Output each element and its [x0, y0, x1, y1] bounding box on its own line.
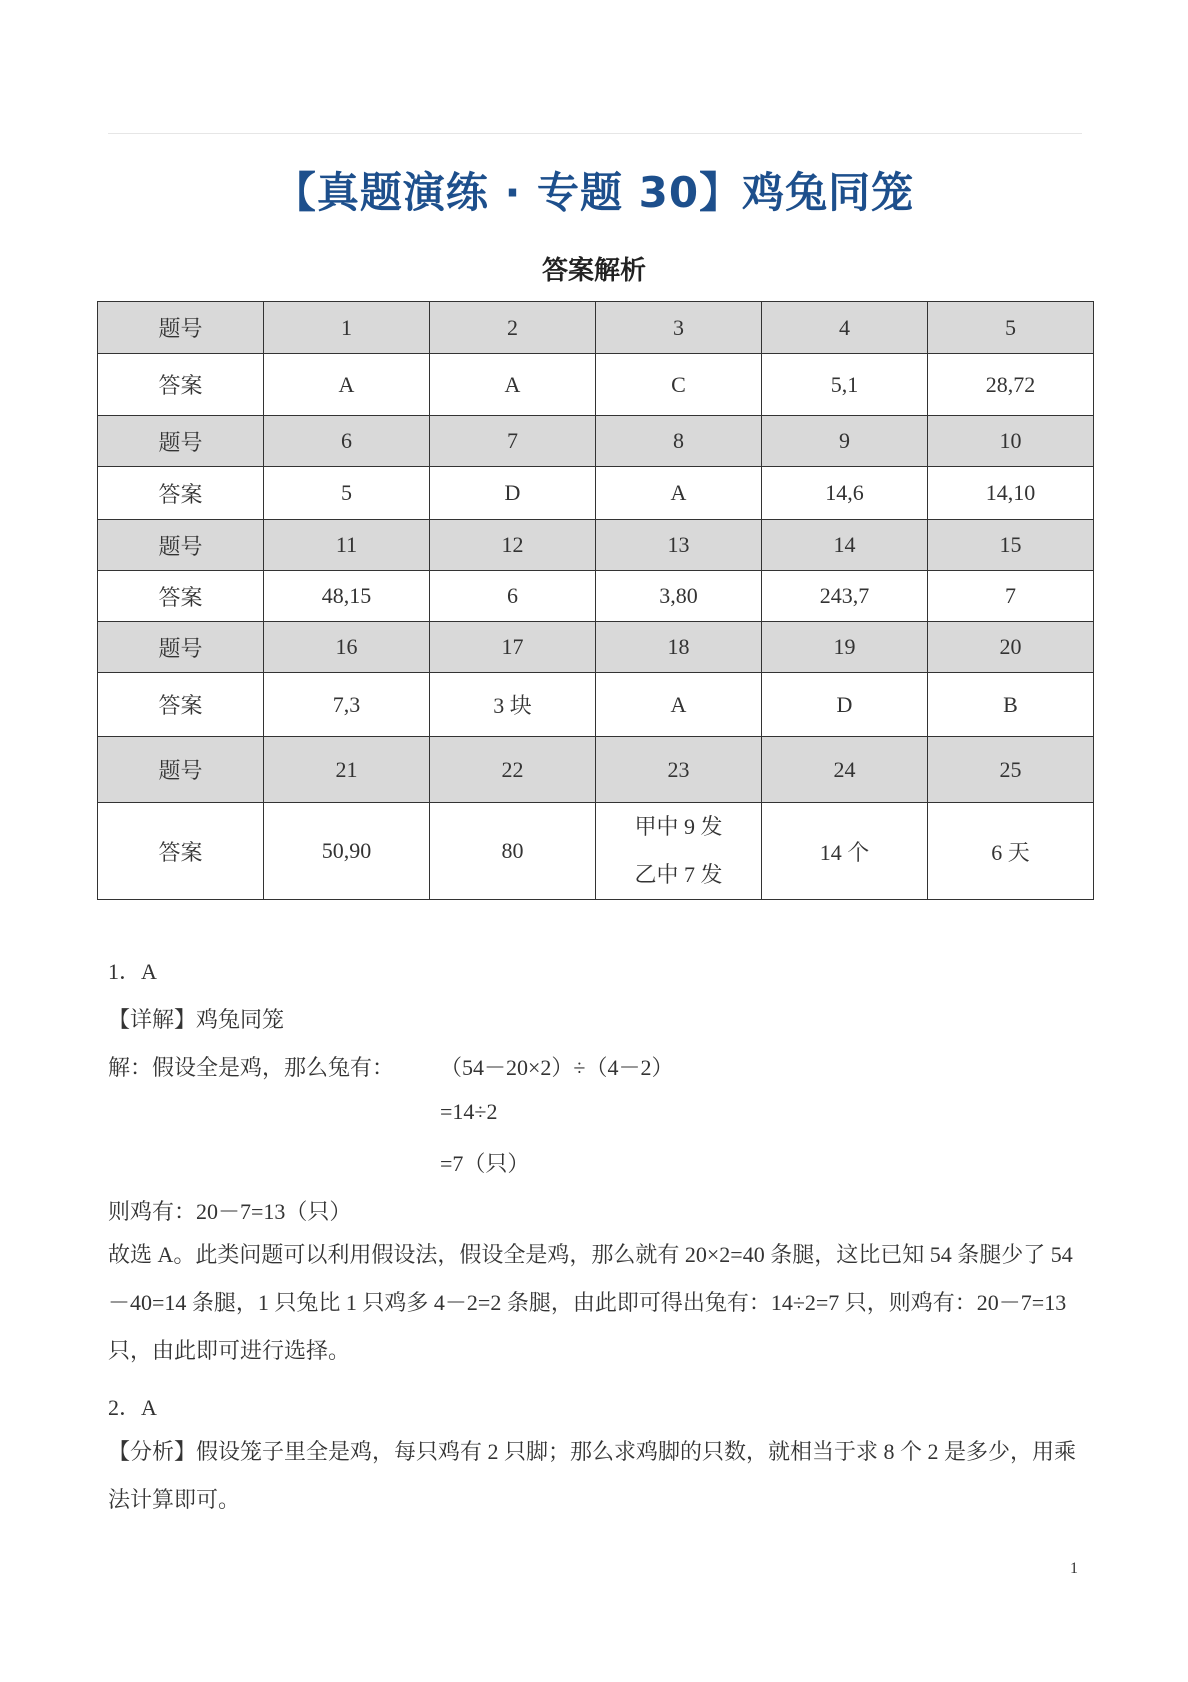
question-number: 2 [430, 302, 596, 354]
question-label: 题号 [98, 520, 264, 571]
question-number: 17 [430, 622, 596, 673]
question-row [98, 520, 1094, 571]
answer-cell: D [430, 467, 596, 520]
q2-heading: 2．A [108, 1395, 157, 1420]
answer-cell: 50,90 [264, 803, 430, 900]
question-number: 9 [762, 416, 928, 467]
answer-cell: 5 [264, 467, 430, 520]
answer-cell: 6 天 [928, 803, 1094, 900]
page-title: 【真题演练 · 专题 30】鸡兔同笼 [273, 168, 915, 217]
question-label: 题号 [98, 416, 264, 467]
question-number: 16 [264, 622, 430, 673]
answer-table [97, 301, 1094, 900]
answer-cell: A [596, 467, 762, 520]
answer-cell: 3 块 [430, 673, 596, 737]
answer-cell: D [762, 673, 928, 737]
answer-cell: 48,15 [264, 571, 430, 622]
answer-cell: B [928, 673, 1094, 737]
answer-cell: A [430, 354, 596, 416]
answer-cell: 28,72 [928, 354, 1094, 416]
answer-row [98, 354, 1094, 416]
q1-step1-expression: （54－20×2）÷（4－2） [440, 1055, 674, 1080]
q2-analysis: 【分析】假设笼子里全是鸡，每只鸡有 2 只脚；那么求鸡脚的只数，就相当于求 8 个 2 是多少，用乘法计算即可。 [108, 1439, 1077, 1512]
question-number: 7 [430, 416, 596, 467]
header-rule [108, 133, 1082, 134]
question-number: 23 [596, 737, 762, 803]
question-number: 21 [264, 737, 430, 803]
question-row [98, 302, 1094, 354]
question-number: 8 [596, 416, 762, 467]
q1-heading: 1．A [108, 959, 157, 984]
answer-cell: 243,7 [762, 571, 928, 622]
answer-label: 答案 [98, 673, 264, 737]
question-label: 题号 [98, 737, 264, 803]
answer-cell: 3,80 [596, 571, 762, 622]
page-number: 1 [1070, 1560, 1078, 1577]
answer-cell: A [596, 673, 762, 737]
answer-cell: 6 [430, 571, 596, 622]
question-number: 20 [928, 622, 1094, 673]
answer-cell: 14 个 [762, 803, 928, 900]
question-label: 题号 [98, 622, 264, 673]
answer-row [98, 571, 1094, 622]
answer-cell: 14,6 [762, 467, 928, 520]
q1-detail: 【详解】鸡兔同笼 [108, 1007, 285, 1032]
question-number: 13 [596, 520, 762, 571]
q1-step3: =7（只） [440, 1151, 530, 1176]
question-number: 24 [762, 737, 928, 803]
q1-step2: =14÷2 [440, 1099, 498, 1124]
question-number: 10 [928, 416, 1094, 467]
section-subtitle: 答案解析 [541, 256, 646, 286]
question-number: 3 [596, 302, 762, 354]
answer-label: 答案 [98, 467, 264, 520]
question-label: 题号 [98, 302, 264, 354]
question-row [98, 737, 1094, 803]
question-number: 25 [928, 737, 1094, 803]
question-number: 11 [264, 520, 430, 571]
question-number: 6 [264, 416, 430, 467]
answer-cell: 7 [928, 571, 1094, 622]
question-number: 14 [762, 520, 928, 571]
question-number: 4 [762, 302, 928, 354]
question-number: 18 [596, 622, 762, 673]
answer-row [98, 467, 1094, 520]
answer-row [98, 803, 1094, 900]
answer-cell: 7,3 [264, 673, 430, 737]
answer-23-line2: 乙中 7 发 [634, 862, 723, 887]
question-number: 22 [430, 737, 596, 803]
question-row [98, 416, 1094, 467]
answer-cell: C [596, 354, 762, 416]
question-number: 5 [928, 302, 1094, 354]
q1-explanation: 故选 A。此类问题可以利用假设法，假设全是鸡，那么就有 20×2=40 条腿，这比已知 54 条腿少了 54－40=14 条腿，1 只兔比 1 只鸡多 4－2=2 条腿，由此即可得出兔有：14÷2=7 只，则鸡有：20－7=13 只，由此即可进行选择。 [108, 1242, 1073, 1363]
answer-cell-23 [596, 803, 762, 900]
answer-row [98, 673, 1094, 737]
question-number: 1 [264, 302, 430, 354]
answer-label: 答案 [98, 803, 264, 900]
q1-step1-label: 解：假设全是鸡，那么兔有： [108, 1055, 395, 1080]
question-number: 12 [430, 520, 596, 571]
answer-cell: 5,1 [762, 354, 928, 416]
question-row [98, 622, 1094, 673]
answer-23-line1: 甲中 9 发 [634, 814, 723, 839]
answer-label: 答案 [98, 354, 264, 416]
answer-cell: A [264, 354, 430, 416]
question-number: 19 [762, 622, 928, 673]
question-number: 15 [928, 520, 1094, 571]
q1-chicken-count: 则鸡有：20－7=13（只） [108, 1199, 352, 1224]
answer-cell: 14,10 [928, 467, 1094, 520]
answer-label: 答案 [98, 571, 264, 622]
answer-cell: 80 [430, 803, 596, 900]
